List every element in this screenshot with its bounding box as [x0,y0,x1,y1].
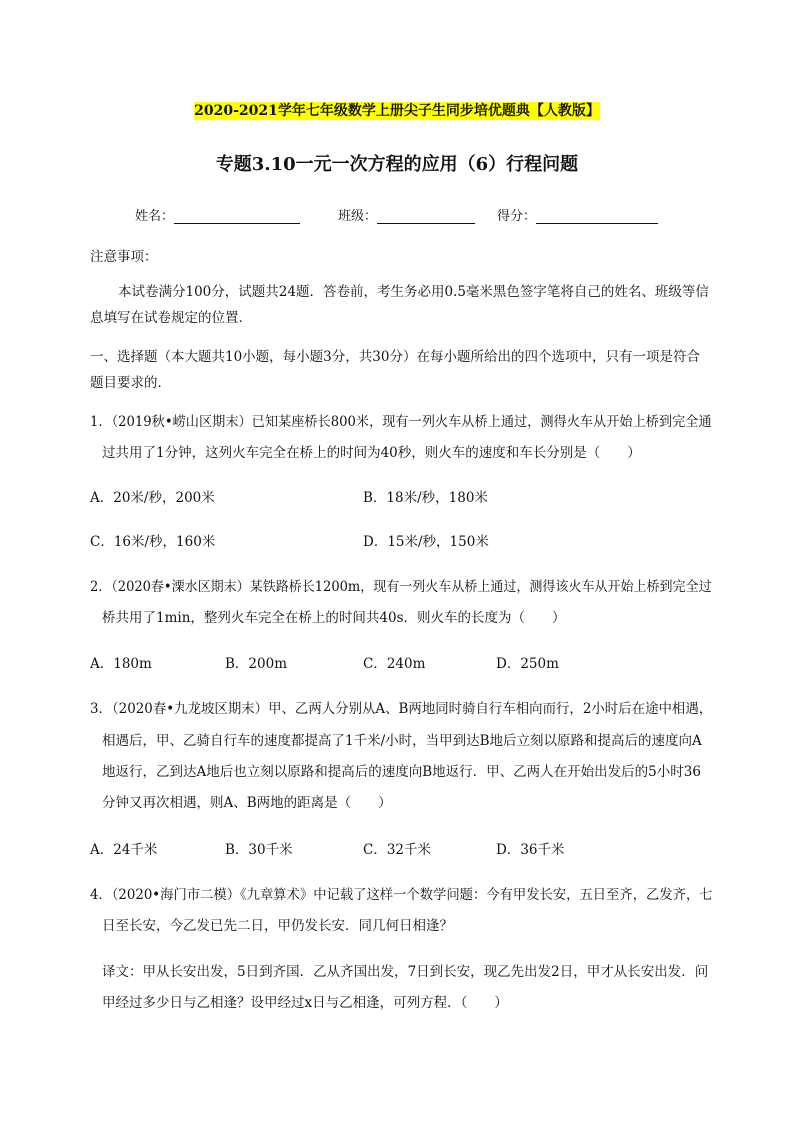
question-3-option-a[interactable]: A．24千米 [90,842,158,858]
question-2-line-2: 桥共用了1min，整列火车完全在桥上的时间共40s．则火车的长度为（ ） [102,610,566,626]
question-2-line-1: 2．（2020春•溧水区期末）某铁路桥长1200m，现有一列火车从桥上通过，测得该火车从开始上桥到完全过 [90,579,712,595]
question-2-option-d[interactable]: D．250m [496,656,559,672]
question-2-option-a[interactable]: A．180m [90,656,152,672]
score-blank[interactable] [536,209,658,224]
question-4-line-2: 日至长安，今乙发已先二日，甲仍发长安．同几何日相逢？ [102,918,453,934]
question-2-option-b[interactable]: B．200m [225,656,287,672]
notice-line-2: 息填写在试卷规定的位置． [90,310,252,326]
question-3-line-3: 地返行，乙到达A地后也立刻以原路和提高后的速度向B地返行．甲、乙两人在开始出发后的5小时36 [102,764,701,780]
question-3-line-4: 分钟又再次相遇，则A、B两地的距离是（ ） [102,795,392,811]
name-label: 姓名： [135,209,175,224]
question-3-option-b[interactable]: B．30千米 [225,842,293,858]
student-info-row [135,205,695,224]
question-3-option-c[interactable]: C．32千米 [363,842,432,858]
question-2-option-c[interactable]: C．240m [363,656,426,672]
question-1-line-2: 过共用了1分钟，这列火车完全在桥上的时间为40秒，则火车的速度和车长分别是（ ） [102,445,641,461]
score-field[interactable] [497,205,658,224]
question-1-line-1: 1．（2019秋•崂山区期末）已知某座桥长800米，现有一列火车从桥上通过，测得火车从开始上桥到完全通 [90,414,712,430]
name-blank[interactable] [174,209,300,224]
question-4-translation-line-2: 甲经过多少日与乙相逢？设甲经过x日与乙相逢，可列方程．（ ） [102,995,508,1011]
class-label: 班级： [338,209,378,224]
notice-heading: 注意事项： [90,249,158,265]
section-heading-line-2: 题目要求的． [90,375,171,391]
question-1-option-b[interactable]: B．18米/秒，180米 [363,490,488,506]
question-3-line-2: 相遇后，甲、乙骑自行车的速度都提高了1千米/小时，当甲到达B地后立刻以原路和提高后的速度向A [102,733,702,749]
series-header [0,100,794,120]
name-field[interactable] [135,205,300,224]
page-title: 专题3.10一元一次方程的应用（6）行程问题 [215,154,579,175]
question-1-option-c[interactable]: C．16米/秒，160米 [90,534,216,550]
question-4-line-1: 4．（2020•海门市二模）《九章算术》中记载了这样一个数学问题：今有甲发长安，五日至齐，乙发齐，七 [90,887,713,903]
class-blank[interactable] [377,209,475,224]
series-header-text: 2020-2021学年七年级数学上册尖子生同步培优题典【人教版】 [194,103,600,119]
notice-line-1: 本试卷满分100分，试题共24题．答卷前，考生务必用0.5毫米黑色签字笔将自己的姓名、班级等信 [118,284,709,300]
question-1-option-a[interactable]: A．20米/秒，200米 [90,490,215,506]
class-field[interactable] [338,205,475,224]
section-heading-line-1: 一、选择题（本大题共10小题，每小题3分，共30分）在每小题所给出的四个选项中，只有一项是符合 [90,349,700,365]
question-1-option-d[interactable]: D．15米/秒，150米 [363,534,489,550]
question-3-line-1: 3．（2020春•九龙坡区期末）甲、乙两人分别从A、B两地同时骑自行车相向而行，2小时后在途中相遇， [90,701,713,717]
question-3-option-d[interactable]: D．36千米 [496,842,565,858]
score-label: 得分： [497,209,537,224]
question-4-translation-line-1: 译文：甲从长安出发，5日到齐国．乙从齐国出发，7日到长安，现乙先出发2日，甲才从长安出发．问 [102,964,709,980]
